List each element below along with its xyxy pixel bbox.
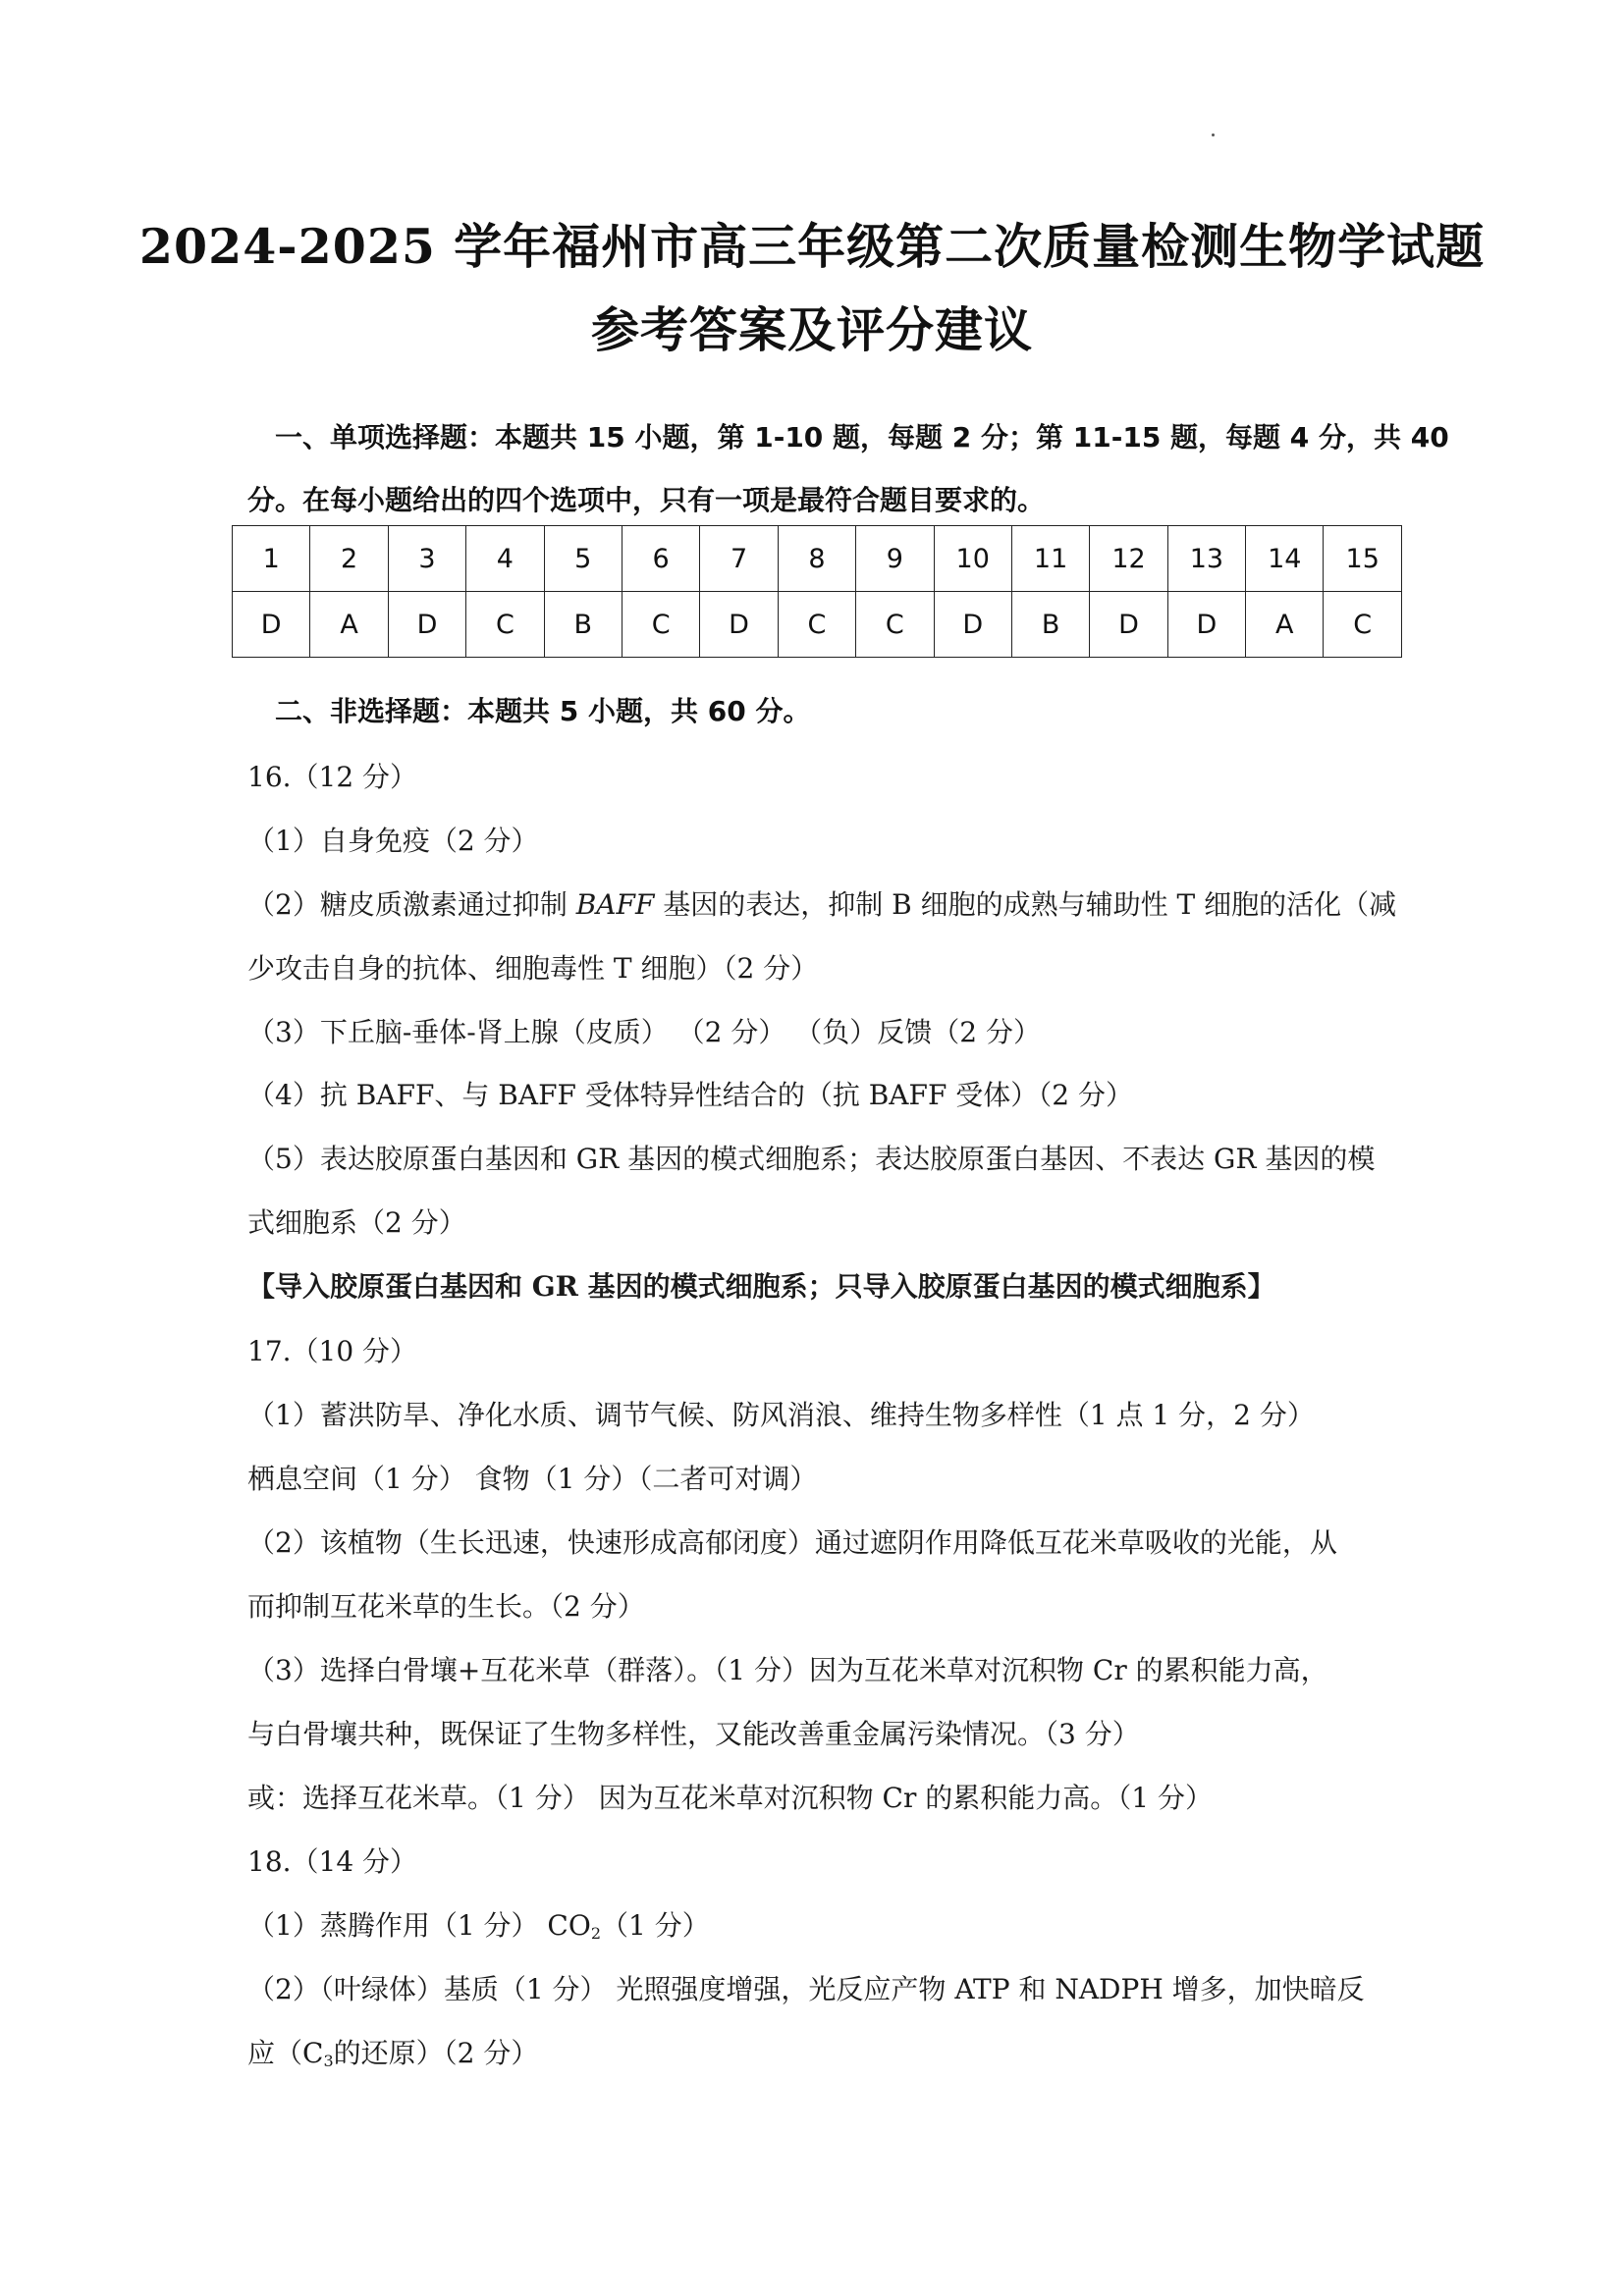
section-1-heading-line1: 一、单项选择题：本题共 15 小题，第 1-10 题，每题 2 分；第 11-15 题，每题 4 分，共 40: [275, 421, 1449, 454]
answer-cell: B: [1011, 592, 1089, 658]
answer-cell: C: [856, 592, 934, 658]
question-18-header: 18.（14 分）: [247, 1845, 418, 1878]
question-number: 5: [544, 526, 622, 592]
question-number: 3: [388, 526, 465, 592]
answer-line: [247, 2032, 538, 2071]
answer-cell: A: [1246, 592, 1324, 658]
section-2-heading: 二、非选择题：本题共 5 小题，共 60 分。: [275, 695, 811, 727]
answer-line-part: 应（C: [247, 2037, 324, 2069]
answer-line: [247, 1904, 710, 1944]
question-number: 13: [1167, 526, 1245, 592]
answer-line: 与白骨壤共种，既保证了生物多样性，又能改善重金属污染情况。（3 分）: [247, 1718, 1140, 1750]
answer-cell: D: [388, 592, 465, 658]
question-number: 7: [700, 526, 778, 592]
alternative-answer-note: 【导入胶原蛋白基因和 GR 基因的模式细胞系；只导入胶原蛋白基因的模式细胞系】: [247, 1270, 1275, 1303]
answer-line: （3）选择白骨壤+互花米草（群落）。（1 分）因为互花米草对沉积物 Cr 的累积能力高，: [247, 1654, 1328, 1686]
answer-line: （1）蓄洪防旱、净化水质、调节气候、防风消浪、维持生物多样性（1 点 1 分，2 分）: [247, 1399, 1315, 1431]
answer-line: （2）（叶绿体）基质（1 分） 光照强度增强，光反应产物 ATP 和 NADPH 增多，加快暗反: [247, 1973, 1365, 2005]
question-number: 14: [1246, 526, 1324, 592]
question-number: 6: [622, 526, 699, 592]
answer-line: 而抑制互花米草的生长。（2 分）: [247, 1590, 645, 1623]
answer-line: 或：选择互花米草。（1 分） 因为互花米草对沉积物 Cr 的累积能力高。（1 分）: [247, 1782, 1213, 1814]
answer-line: [247, 883, 1396, 923]
answer-line-part: （1）蒸腾作用（1 分） CO: [247, 1909, 591, 1942]
question-number: 15: [1324, 526, 1402, 592]
answer-cell: B: [544, 592, 622, 658]
answer-line: 栖息空间（1 分） 食物（1 分）（二者可对调）: [247, 1463, 818, 1495]
question-number: 10: [934, 526, 1011, 592]
answer-line: （3）下丘脑-垂体-肾上腺（皮质） （2 分） （负）反馈（2 分）: [247, 1016, 1041, 1048]
question-number: 9: [856, 526, 934, 592]
question-number-row: [233, 526, 1402, 592]
answer-table: [232, 525, 1402, 658]
answer-line: （2）该植物（生长迅速，快速形成高郁闭度）通过遮阴作用降低互花米草吸收的光能，从: [247, 1526, 1337, 1559]
answer-line: 少攻击自身的抗体、细胞毒性 T 细胞）（2 分）: [247, 952, 819, 985]
question-17-header: 17.（10 分）: [247, 1335, 418, 1367]
answer-line-part: （1 分）: [601, 1909, 710, 1942]
answer-line: 式细胞系（2 分）: [247, 1206, 466, 1239]
question-number: 8: [778, 526, 855, 592]
answer-cell: D: [700, 592, 778, 658]
answer-cell: D: [233, 592, 310, 658]
question-number: 2: [310, 526, 388, 592]
gene-name-italic: BAFF: [575, 888, 655, 921]
subscript: 2: [590, 1924, 601, 1943]
question-16-header: 16.（12 分）: [247, 761, 418, 793]
answer-line: （5）表达胶原蛋白基因和 GR 基因的模式细胞系；表达胶原蛋白基因、不表达 GR 基因的模: [247, 1143, 1376, 1175]
subscript: 3: [323, 2052, 334, 2070]
answer-cell: A: [310, 592, 388, 658]
answer-row: [233, 592, 1402, 658]
document-subtitle: 参考答案及评分建议: [590, 301, 1033, 358]
question-number: 12: [1090, 526, 1167, 592]
section-1-heading-line2: 分。在每小题给出的四个选项中，只有一项是最符合题目要求的。: [247, 484, 1046, 516]
question-number: 11: [1011, 526, 1089, 592]
answer-cell: C: [1324, 592, 1402, 658]
answer-line: （1）自身免疫（2 分）: [247, 825, 539, 857]
answer-cell: C: [778, 592, 855, 658]
answer-line: （4）抗 BAFF、与 BAFF 受体特异性结合的（抗 BAFF 受体）（2 分）: [247, 1079, 1133, 1111]
scan-dot: [1212, 133, 1215, 136]
answer-line-part: 基因的表达，抑制 B 细胞的成熟与辅助性 T 细胞的活化（减: [654, 888, 1397, 921]
answer-cell: D: [1090, 592, 1167, 658]
answer-line-part: 的还原）（2 分）: [333, 2037, 539, 2069]
answer-line-part: （2）糖皮质激素通过抑制: [247, 888, 576, 921]
answer-cell: D: [934, 592, 1011, 658]
answer-cell: D: [1167, 592, 1245, 658]
answer-cell: C: [466, 592, 544, 658]
document-title: 2024-2025 学年福州市高三年级第二次质量检测生物学试题: [138, 218, 1486, 275]
question-number: 1: [233, 526, 310, 592]
answer-cell: C: [622, 592, 699, 658]
question-number: 4: [466, 526, 544, 592]
